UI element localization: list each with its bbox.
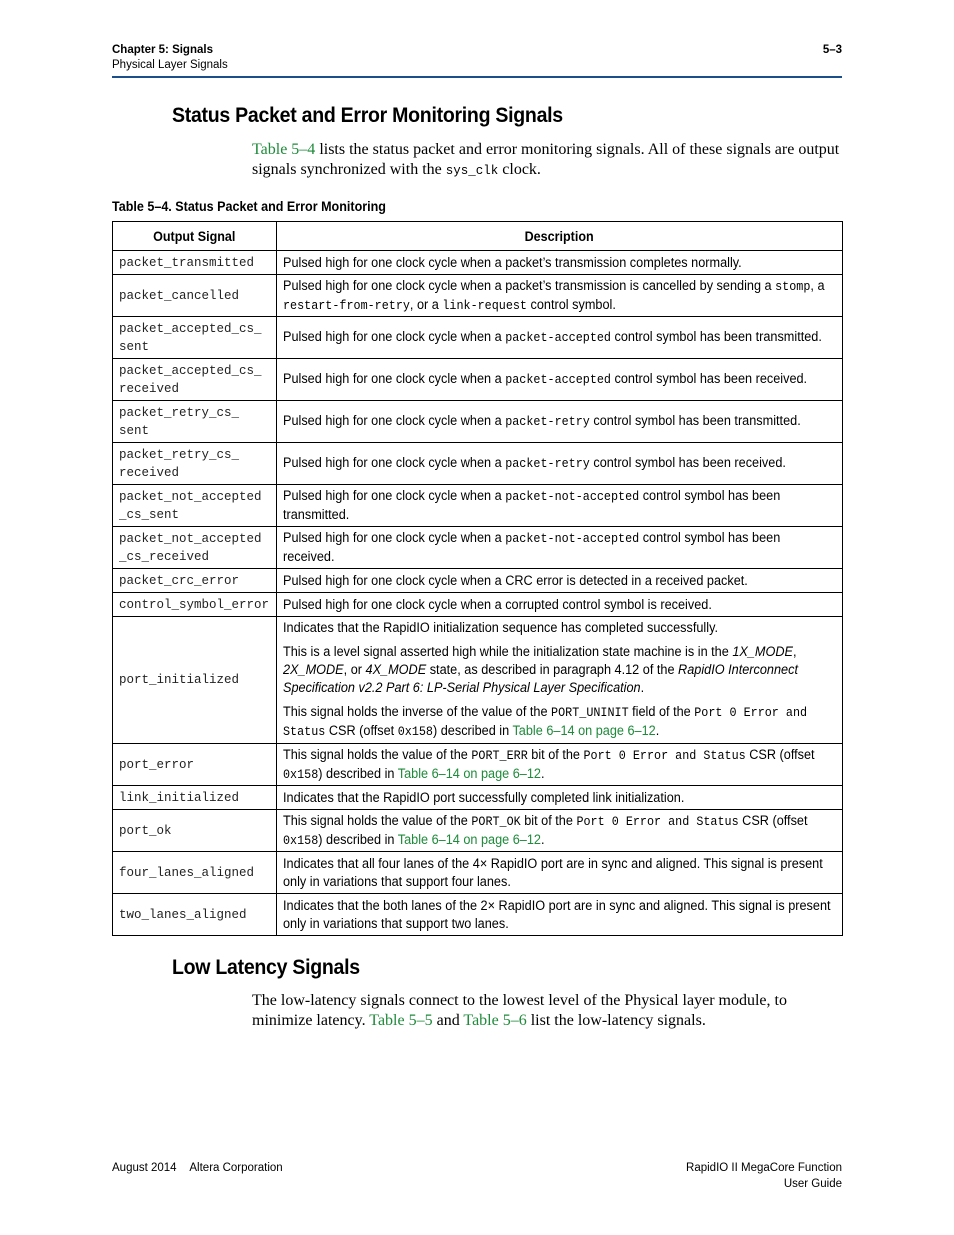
table-row	[113, 485, 843, 527]
footer-doc-type: User Guide	[783, 1178, 842, 1190]
footer-left	[112, 1160, 283, 1176]
table-row	[113, 810, 843, 852]
table-row	[113, 744, 843, 786]
signal-name: packet_cancelled	[113, 275, 277, 317]
footer-company: Altera Corporation	[189, 1162, 283, 1174]
signal-name: port_ok	[113, 810, 277, 852]
table-caption: Table 5–4. Status Packet and Error Monitoring	[112, 199, 386, 214]
signal-description: Pulsed high for one clock cycle when a CRC error is detected in a received packet.	[277, 569, 843, 593]
signal-description: Pulsed high for one clock cycle when a packet-retry control symbol has been received.	[277, 443, 843, 485]
section-title: Physical Layer Signals	[112, 59, 228, 71]
section-heading-low-latency: Low Latency Signals	[172, 956, 360, 979]
signal-description: Pulsed high for one clock cycle when a packet-accepted control symbol has been transmitted.	[277, 317, 843, 359]
table-row	[113, 275, 843, 317]
table-row	[113, 569, 843, 593]
signal-name: packet_retry_cs_ received	[113, 443, 277, 485]
page-number: 5–3	[822, 44, 842, 56]
signal-description: Pulsed high for one clock cycle when a packet-not-accepted control symbol has been transmitted.	[277, 485, 843, 527]
table-row	[113, 852, 843, 894]
signal-name: packet_retry_cs_ sent	[113, 401, 277, 443]
intro-text-end: clock.	[498, 161, 541, 178]
sys-clk-code: sys_clk	[445, 164, 499, 178]
table-row	[113, 593, 843, 617]
signal-description: Indicates that the RapidIO port successfully completed link initialization.	[277, 786, 843, 810]
signal-name: packet_not_accepted _cs_sent	[113, 485, 277, 527]
signal-name: packet_transmitted	[113, 251, 277, 275]
intro-text: lists the status packet and error monitoring signals. All of these signals are output signals synchronized with the	[252, 141, 840, 178]
footer-date: August 2014	[112, 1162, 177, 1174]
running-header	[112, 43, 842, 73]
intro-paragraph	[252, 140, 842, 181]
table-5-5-link[interactable]: Table 5–5	[369, 1012, 433, 1029]
signal-description: Pulsed high for one clock cycle when a corrupted control symbol is received.	[277, 593, 843, 617]
signal-name: port_initialized	[113, 617, 277, 744]
header-rule	[112, 76, 842, 78]
table-row	[113, 359, 843, 401]
table-6-14-link[interactable]: Table 6–14 on page 6–12	[512, 723, 656, 738]
table-5-4-link[interactable]: Table 5–4	[252, 141, 316, 158]
table-6-14-link[interactable]: Table 6–14 on page 6–12	[397, 831, 541, 847]
table-row	[113, 443, 843, 485]
signal-name: link_initialized	[113, 786, 277, 810]
signal-description: Pulsed high for one clock cycle when a packet’s transmission is cancelled by sending a stomp, a restart-from-retry, or a link-request control symbol.	[277, 275, 843, 317]
column-header-description: Description	[277, 222, 843, 251]
signal-name: packet_accepted_cs_ sent	[113, 317, 277, 359]
low-latency-paragraph: The low-latency signals connect to the lowest level of the Physical layer module, to minimize latency. Table 5–5 and Table 5–6 list the low-latency signals.	[252, 992, 787, 1029]
signal-description: Pulsed high for one clock cycle when a packet-retry control symbol has been transmitted.	[277, 401, 843, 443]
footer-right	[686, 1160, 842, 1192]
signal-name: control_symbol_error	[113, 593, 277, 617]
signal-name: packet_not_accepted _cs_received	[113, 527, 277, 569]
signal-description: Indicates that the RapidIO initialization sequence has completed successfully. This is a level signal asserted high while the initialization state machine is in the 1X_MODE, 2X_MODE, or 4X_MODE state, as described in paragraph 4.12 of the RapidIO Interconnect Specification v2.2 Part 6: LP-Serial Physical Layer Specification. This signal holds the inverse of the value of the PORT_UNINIT field of the Port 0 Error and Status CSR (offset 0x158) described in Table 6–14 on page 6–12.	[277, 617, 843, 744]
signal-name: packet_crc_error	[113, 569, 277, 593]
footer-product: RapidIO II MegaCore Function	[686, 1162, 842, 1174]
signal-description: Indicates that all four lanes of the 4× RapidIO port are in sync and aligned. This signal is present only in variations that support four lanes.	[277, 852, 843, 894]
table-row	[113, 527, 843, 569]
signal-name: two_lanes_aligned	[113, 894, 277, 936]
signals-table	[112, 221, 843, 936]
signal-description: This signal holds the value of the PORT_ERR bit of the Port 0 Error and Status CSR (offset 0x158) described in Table 6–14 on page 6–12.	[277, 744, 843, 786]
signal-description: Pulsed high for one clock cycle when a packet-accepted control symbol has been received.	[277, 359, 843, 401]
section-heading-status: Status Packet and Error Monitoring Signals	[172, 104, 563, 127]
table-row	[113, 251, 843, 275]
table-row	[113, 317, 843, 359]
table-row	[113, 786, 843, 810]
table-row	[113, 401, 843, 443]
table-header-row	[113, 222, 843, 251]
table-row	[113, 894, 843, 936]
table-row	[113, 617, 843, 744]
table-5-6-link[interactable]: Table 5–6	[463, 1012, 527, 1029]
signal-name: port_error	[113, 744, 277, 786]
chapter-title: Chapter 5: Signals	[112, 44, 213, 56]
signal-name: four_lanes_aligned	[113, 852, 277, 894]
table-6-14-link[interactable]: Table 6–14 on page 6–12	[397, 765, 541, 781]
signal-description: Pulsed high for one clock cycle when a packet’s transmission completes normally.	[277, 251, 843, 275]
signal-description: Indicates that the both lanes of the 2× RapidIO port are in sync and aligned. This signal is present only in variations that support two lanes.	[277, 894, 843, 936]
signal-description: Pulsed high for one clock cycle when a packet-not-accepted control symbol has been received.	[277, 527, 843, 569]
column-header-signal: Output Signal	[113, 222, 277, 251]
signal-description: This signal holds the value of the PORT_OK bit of the Port 0 Error and Status CSR (offset 0x158) described in Table 6–14 on page 6–12.	[277, 810, 843, 852]
signal-name: packet_accepted_cs_ received	[113, 359, 277, 401]
